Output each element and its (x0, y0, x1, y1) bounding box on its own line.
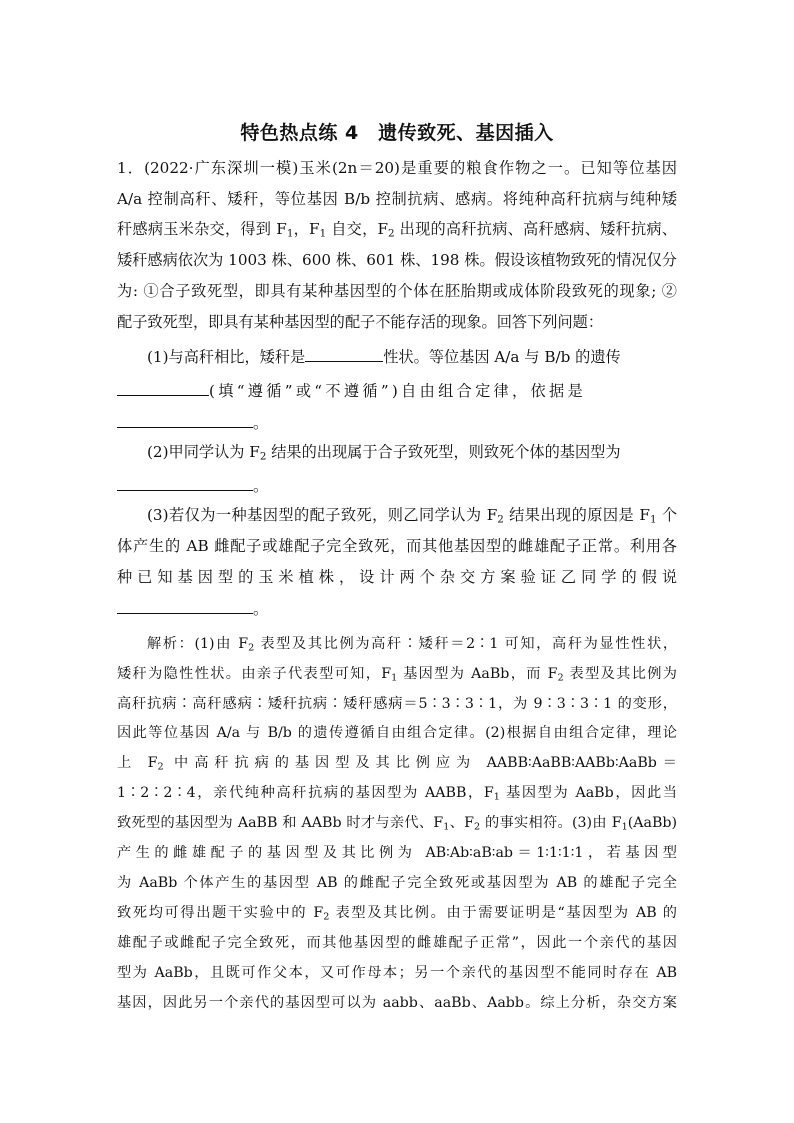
part3-line-1: (3)若仅为一种基因型的配子致死，则乙同学认为 $F_2$ 结果出现的原因是 $F_1$ 个 (147, 506, 678, 526)
analysis-line-1: 解析：(1)由 $F_2$ 表型及其比例为高秆∶矮秆＝2∶1 可知，高秆为显性性状， (147, 636, 678, 654)
analysis-line-8: 产生的雌雄配子的基因型及其比例为 AB∶Ab∶aB∶ab＝1∶1∶1∶1，若基因型 (117, 845, 677, 861)
analysis-line-3: 高秆抗病∶高秆感病∶矮秆抗病∶矮秆感病＝5∶3∶3∶1，为 9∶3∶3∶1 的变形， (117, 696, 677, 712)
answer-blank-1[interactable] (305, 347, 383, 362)
analysis-line-6: 1∶2∶2∶4，亲代纯种高秆抗病的基因型为 AABB，$F_1$ 基因型为 AaBb，因此当 (117, 785, 677, 803)
question-stem-line-4: 矮秆感病依次为 1003 株、600 株、601 株、198 株。假设该植物致死的情况仅分 (117, 251, 677, 269)
analysis-line-9: 为 AaBb 个体产生的基因型 AB 的雌配子完全致死或基因型为 AB 的雄配子完全 (117, 875, 677, 891)
answer-blank-5[interactable] (117, 599, 253, 614)
analysis-line-10: 致死均可得出题干实验中的 $F_2$ 表型及其比例。由于需要证明是“基因型为 AB 的 (117, 905, 677, 923)
question-stem-line-6: 配子致死型，即具有某种基因型的配子不能存活的现象。回答下列问题： (117, 313, 603, 331)
question-stem-line-1: 1．(2022·广东深圳一模)玉米(2n＝20)是重要的粮食作物之一。已知等位基因 (117, 159, 677, 177)
answer-blank-4[interactable] (117, 476, 253, 491)
part1-text-d: 。 (253, 414, 269, 432)
analysis-line-5: 上 $F_2$ 中高秆抗病的基因型及其比例应为 AABB∶AaBB∶AABb∶AaBb＝ (117, 755, 677, 773)
part1-line-3 (117, 412, 677, 433)
answer-blank-3[interactable] (117, 413, 253, 428)
part1-line-1 (147, 346, 677, 367)
part1-text-c: (填“遵循”或“不遵循”)自由组合定律，依据是 (209, 382, 586, 400)
part3-text-end: 。 (253, 600, 269, 618)
part1-line-2 (117, 380, 677, 401)
part1-text-b: 性状。等位基因 A/a 与 B/b 的遗传 (383, 348, 621, 366)
part3-line-3: 种已知基因型的玉米植株，设计两个杂交方案验证乙同学的假说 (117, 568, 677, 586)
analysis-line-7: 致死型的基因型为 AaBB 和 AABb 时才与亲代、$F_1$、$F_2$ 的事实相符。(3)由 $F_1(AaBb)$ (117, 815, 677, 833)
answer-blank-2[interactable] (117, 381, 209, 396)
part3-line-4 (117, 598, 677, 619)
part2-line-1: (2)甲同学认为 $F_2$ 结果的出现属于合子致死型，则致死个体的基因型为 (147, 443, 621, 463)
analysis-line-13: 基因，因此另一个亲代的基因型可以为 aabb、aaBb、Aabb。综上分析，杂交方案 (117, 995, 677, 1011)
analysis-line-11: 雄配子或雌配子完全致死，而其他基因型的雌雄配子正常”，因此一个亲代的基因 (117, 935, 677, 951)
question-stem-line-5: 为: ①合子致死型，即具有某种基因型的个体在胚胎期或成体阶段致死的现象; ② (117, 282, 677, 300)
page-title: 特色热点练 4 遗传致死、基因插入 (240, 122, 554, 144)
question-stem-line-2: A/a 控制高秆、矮秆，等位基因 B/b 控制抗病、感病。将纯种高秆抗病与纯种矮 (117, 190, 677, 208)
part1-text-a: (1)与高秆相比，矮秆是 (147, 348, 306, 366)
analysis-line-2: 矮秆为隐性性状。由亲子代表型可知，$F_1$ 基因型为 AaBb，而 $F_2$ 表型及其比例为 (117, 666, 677, 684)
question-stem-line-3: 秆感病玉米杂交，得到 $F_1$，$F_1$ 自交，$F_2$ 出现的高秆抗病、高秆感病、矮秆抗病、 (117, 220, 677, 240)
part3-line-2: 体产生的 AB 雌配子或雄配子完全致死，而其他基因型的雌雄配子正常。利用各 (117, 537, 677, 555)
analysis-line-12: 型为 AaBb，且既可作父本，又可作母本；另一个亲代的基因型不能同时存在 AB (117, 965, 677, 981)
part2-line-2 (117, 475, 677, 496)
part2-text-b: 。 (253, 477, 269, 495)
analysis-line-4: 因此等位基因 A/a 与 B/b 的遗传遵循自由组合定律。(2)根据自由组合定律，理论 (117, 725, 677, 741)
